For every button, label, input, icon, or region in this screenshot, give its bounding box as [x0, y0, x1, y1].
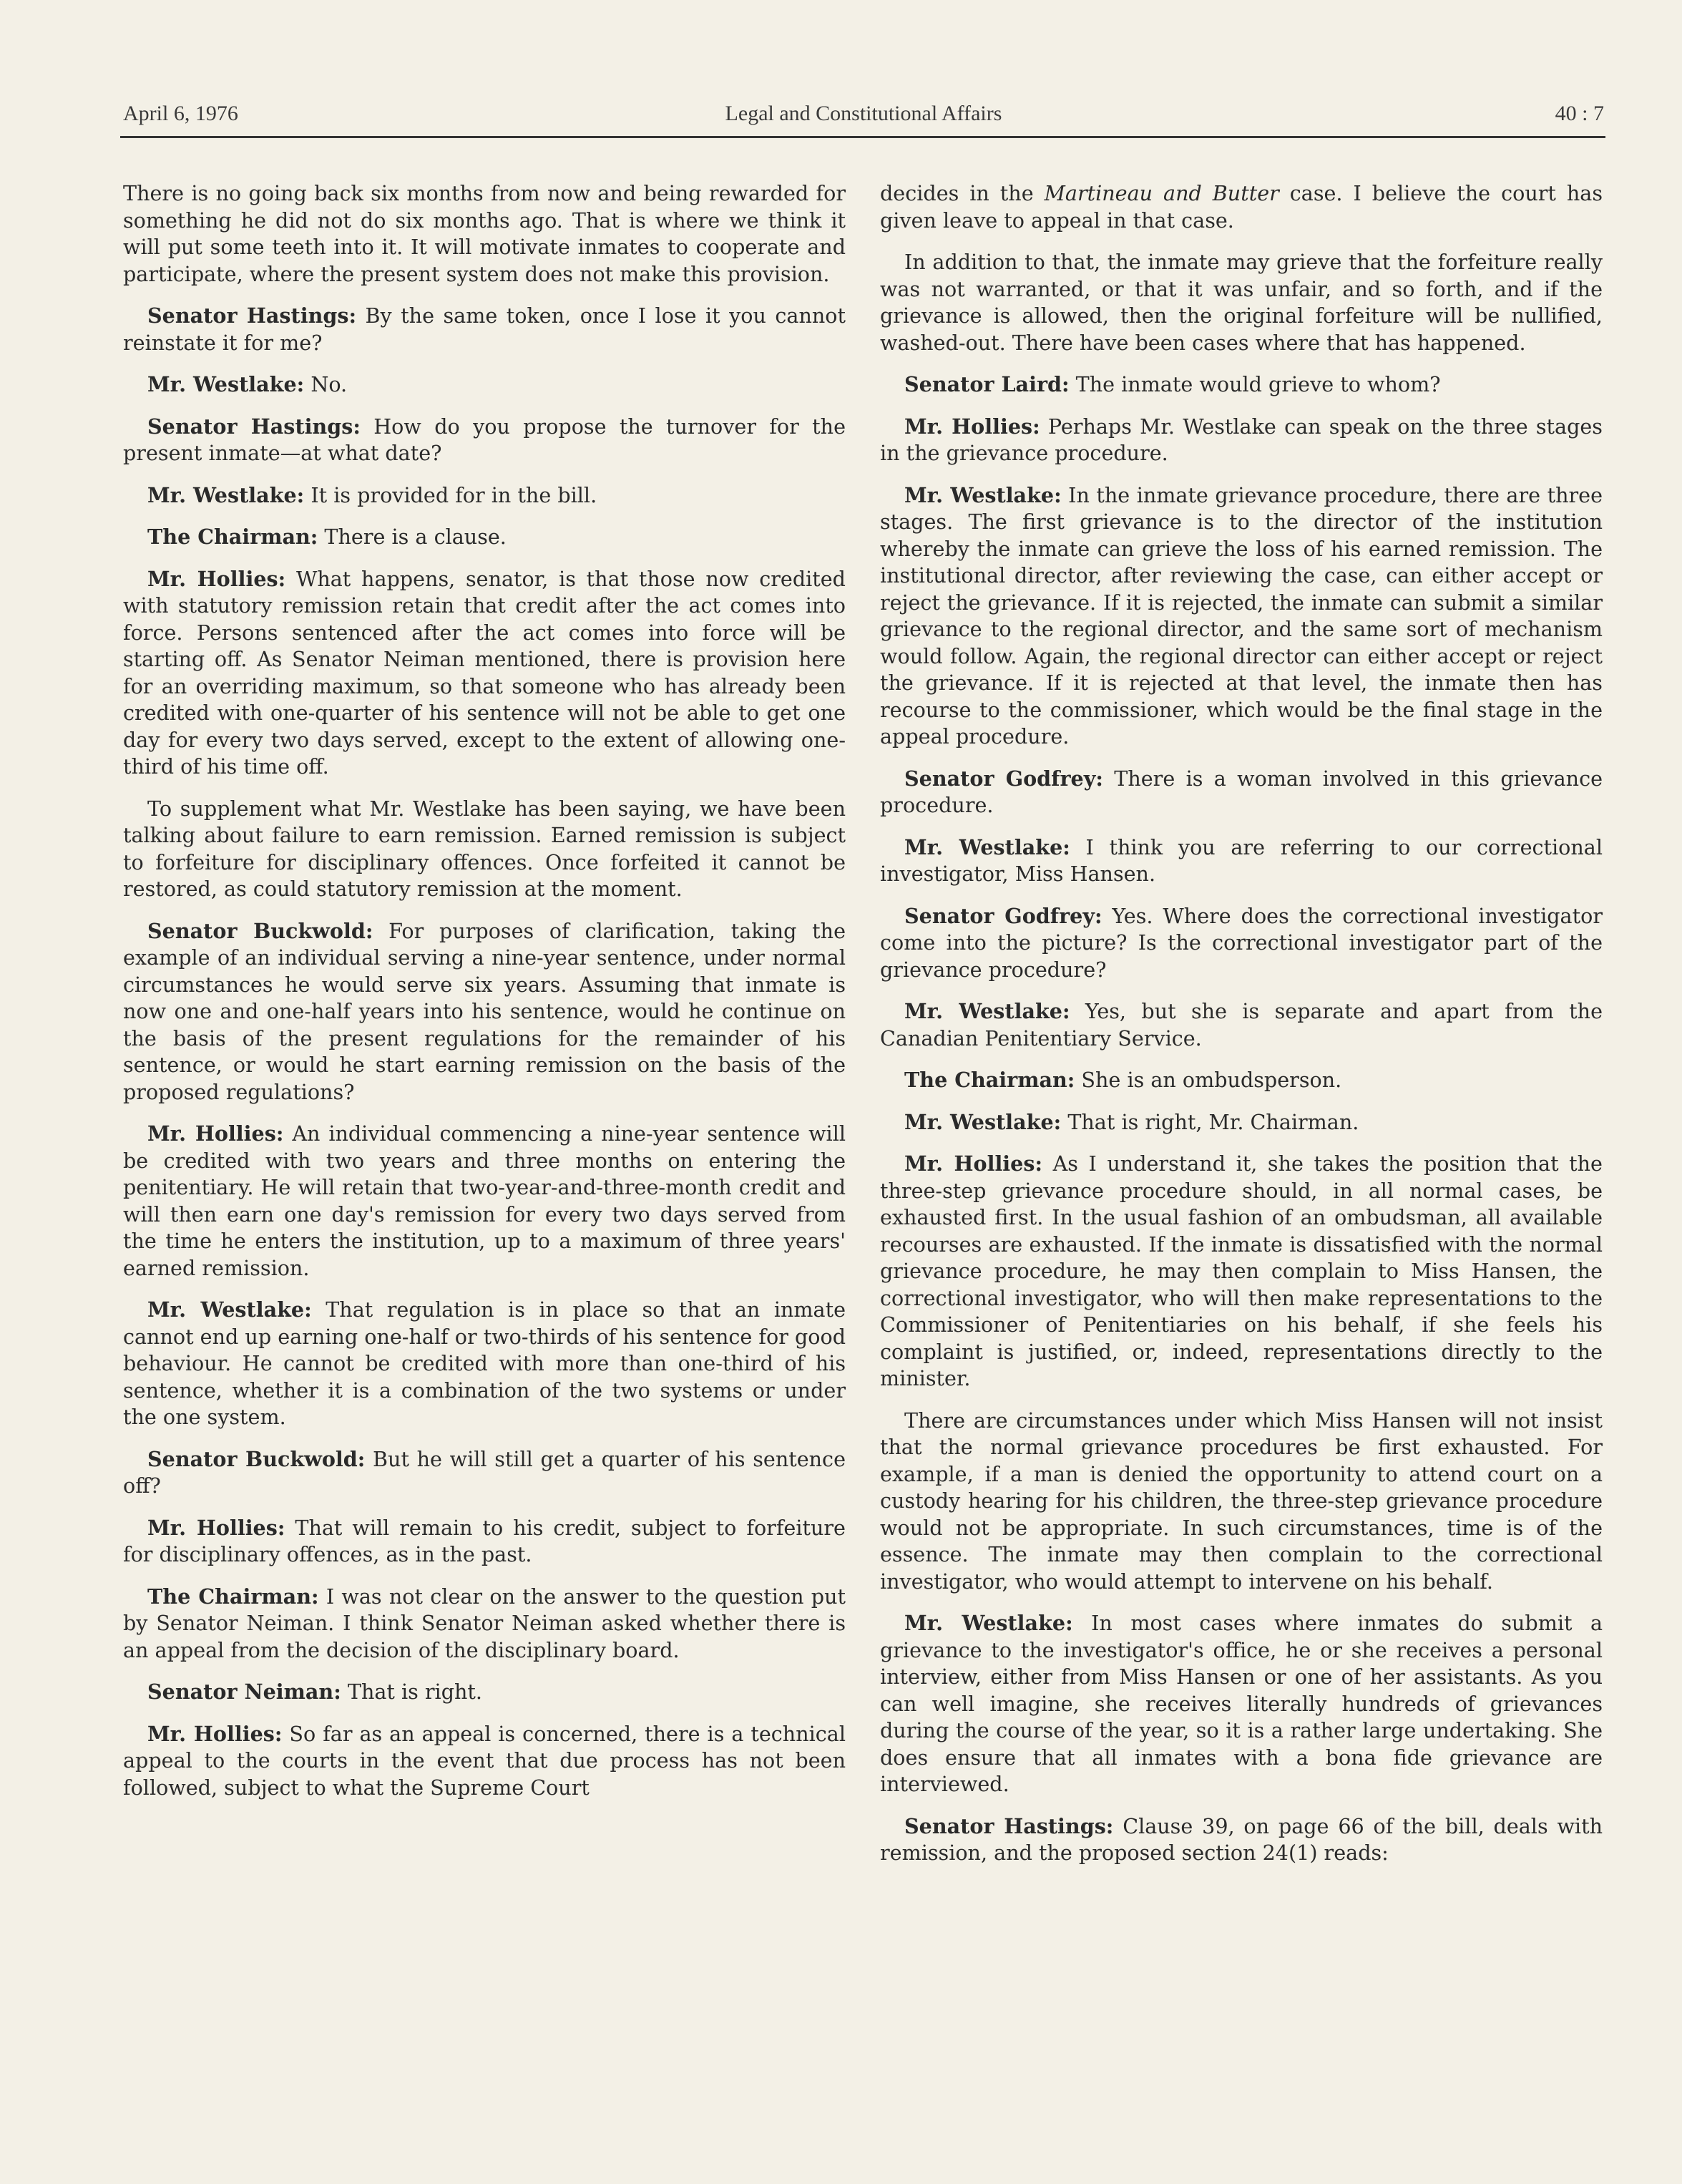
- paragraph-text: The inmate would grieve to whom?: [1069, 372, 1441, 396]
- speaker-paragraph: [123, 414, 846, 467]
- speaker-name: Mr. Westlake:: [147, 482, 305, 507]
- speaker-name: Mr. Hollies:: [147, 566, 286, 591]
- right-column: [880, 180, 1603, 1882]
- paragraph-text: But he will still get a quarter of his sentence off?: [123, 1446, 846, 1498]
- speaker-paragraph: [123, 1297, 846, 1431]
- paragraph-text: So far as an appeal is concerned, there is a technical appeal to the courts in the event that due process has not been followed, subject to what the Supreme Court: [123, 1721, 846, 1800]
- speaker-name: The Chairman:: [904, 1068, 1075, 1092]
- paragraph-text: That is right.: [341, 1680, 483, 1704]
- speaker-name: Senator Buckwold:: [147, 1446, 366, 1471]
- paragraph-text: Yes. Where does the correctional investigator come into the picture? Is the correctional investigator part of the grievance procedure?: [880, 903, 1603, 982]
- speaker-paragraph: [123, 1515, 846, 1569]
- speaker-paragraph: [123, 1121, 846, 1282]
- speaker-paragraph: [123, 566, 846, 781]
- speaker-paragraph: [880, 1610, 1603, 1798]
- paragraph-text: Perhaps Mr. Westlake can speak on the three stages in the grievance procedure.: [880, 414, 1603, 465]
- header-rule: [120, 136, 1605, 138]
- speaker-name: Senator Neiman:: [147, 1680, 341, 1704]
- left-column: [123, 180, 846, 1816]
- paragraph-text: Yes, but she is separate and apart from the Canadian Penitentiary Service.: [880, 999, 1603, 1050]
- paragraph: [123, 796, 846, 903]
- paragraph-text: In addition to that, the inmate may grieve that the forfeiture really was not warranted, or that it was unfair, and so forth, and if the grievance is allowed, then the original forfeiture will be nullified, washed-out. There have been cases where that has happened.: [880, 250, 1603, 355]
- paragraph-text: That regulation is in place so that an inmate cannot end up earning one-half or two-thirds of his sentence for good behaviour. He cannot be credited with more than one-third of his sentence, whether it is a combination of the two systems or under the one system.: [123, 1297, 846, 1429]
- speaker-paragraph: [880, 903, 1603, 984]
- speaker-name: Mr. Westlake:: [904, 999, 1070, 1023]
- speaker-paragraph: [123, 1446, 846, 1500]
- speaker-paragraph: [880, 1067, 1603, 1094]
- speaker-paragraph: [123, 371, 846, 399]
- paragraph: [880, 180, 1603, 234]
- paragraph-text: By the same token, once I lose it you cannot reinstate it for me?: [123, 303, 846, 355]
- paragraph-text: There are circumstances under which Miss Hansen will not insist that the normal grievance procedures be first exhausted. For example, if a man is denied the opportunity to attend court on a custody hearing for his children, the three-step grievance procedure would not be appropriate. In such circumstances, time is of the essence. The inmate may then complain to the correctional investigator, who would attempt to intervene on his behalf.: [880, 1408, 1603, 1594]
- header-title: Legal and Constitutional Affairs: [725, 102, 1002, 125]
- speaker-paragraph: [123, 303, 846, 356]
- speaker-name: Mr. Westlake:: [147, 372, 305, 396]
- page-header: [123, 102, 1604, 136]
- paragraph-text: That will remain to his credit, subject to forfeiture for disciplinary offences, as in the past.: [123, 1515, 846, 1566]
- speaker-name: Senator Laird:: [904, 372, 1070, 396]
- speaker-paragraph: [880, 766, 1603, 819]
- paragraph-text: Clause 39, on page 66 of the bill, deals with remission, and the proposed section 24(1) reads:: [880, 1813, 1603, 1865]
- paragraph-text: For purposes of clarification, taking the example of an individual serving a nine-year sentence, under normal circumstances he would serve six years. Assuming that inmate is now one and one-half years into his sentence, would he continue on the basis of the present regulations for the remainder of his sentence, or would he start earning remission on the basis of the proposed regulations?: [123, 918, 846, 1104]
- speaker-name: Senator Godfrey:: [904, 903, 1102, 928]
- paragraph-text: No.: [304, 372, 348, 396]
- paragraph-text: In most cases where inmates do submit a grievance to the investigator's office, he or she receives a personal interview, either from Miss Hansen or one of her assistants. As you can well imagine, she receives literally hundreds of grievances during the course of the year, so it is a rather large undertaking. She does ensure that all inmates with a bona fide grievance are interviewed.: [880, 1611, 1603, 1796]
- speaker-name: Mr. Hollies:: [147, 1121, 284, 1146]
- case-name: Martineau and Butter: [1044, 181, 1279, 205]
- speaker-name: Mr. Hollies:: [904, 414, 1040, 439]
- speaker-paragraph: [123, 1679, 846, 1706]
- speaker-paragraph: [880, 371, 1603, 399]
- speaker-paragraph: [880, 1813, 1603, 1867]
- speaker-name: Senator Hastings:: [904, 1813, 1114, 1838]
- header-page-number: 40 : 7: [1555, 102, 1604, 125]
- paragraph-text: What happens, senator, is that those now credited with statutory remission retain that credit after the act comes into force. Persons sentenced after the act comes into force will be starting off. As Senator Neiman mentioned, there is provision here for an overriding maximum, so that someone who has already been credited with one-quarter of his sentence will not be able to get one day for every two days served, except to the extent of allowing one-third of his time off.: [123, 566, 846, 779]
- paragraph-text: She is an ombudsperson.: [1075, 1068, 1342, 1092]
- speaker-name: Senator Hastings:: [147, 414, 361, 439]
- speaker-paragraph: [880, 482, 1603, 751]
- speaker-paragraph: [880, 998, 1603, 1052]
- speaker-name: Mr. Westlake:: [904, 482, 1062, 507]
- speaker-paragraph: [123, 1721, 846, 1802]
- speaker-name: Senator Godfrey:: [904, 766, 1103, 791]
- paragraph-text: There is a woman involved in this grievance procedure.: [880, 766, 1603, 817]
- paragraph-text: There is no going back six months from now and being rewarded for something he did not do six months ago. That is where we think it will put some teeth into it. It will motivate inmates to cooperate and participate, where the present system does not make this provision.: [123, 181, 846, 286]
- speaker-name: Mr. Westlake:: [904, 834, 1070, 859]
- paragraph-text: That is right, Mr. Chairman.: [1061, 1109, 1359, 1134]
- header-date: April 6, 1976: [123, 102, 238, 125]
- paragraph-text: How do you propose the turnover for the present inmate—at what date?: [123, 414, 846, 465]
- speaker-name: Mr. Hollies:: [147, 1515, 285, 1540]
- speaker-paragraph: [123, 482, 846, 510]
- speaker-name: Senator Hastings:: [147, 303, 357, 328]
- paragraph-text: As I understand it, she takes the position that the three-step grievance procedure should, in all normal cases, be exhausted first. In the usual fashion of an ombudsman, all available recourses are exhausted. If the inmate is dissatisfied with the normal grievance procedure, he may then complain to Miss Hansen, the correctional investigator, who will then make representations to the Commissioner of Penitentiaries on his behalf, if she feels his complaint is justified, or, indeed, representations directly to the minister.: [880, 1151, 1603, 1390]
- paragraph-text: There is a clause.: [318, 525, 507, 549]
- speaker-name: The Chairman:: [147, 1584, 319, 1609]
- speaker-paragraph: [880, 414, 1603, 467]
- speaker-paragraph: [880, 834, 1603, 888]
- speaker-name: Mr. Westlake:: [147, 1297, 312, 1322]
- speaker-name: Mr. Hollies:: [904, 1151, 1043, 1176]
- paragraph-text: case. I believe the court has given leave to appeal in that case.: [880, 181, 1603, 233]
- paragraph: [123, 180, 846, 288]
- paragraph: [880, 249, 1603, 356]
- paragraph: [880, 1408, 1603, 1596]
- speaker-name: Senator Buckwold:: [147, 918, 373, 943]
- paragraph-text: An individual commencing a nine-year sentence will be credited with two years and three months on entering the penitentiary. He will retain that two-year-and-three-month credit and will then earn one day's remission for every two days served from the time he enters the institution, up to a maximum of three years' earned remission.: [123, 1121, 846, 1280]
- paragraph-text: I think you are referring to our correctional investigator, Miss Hansen.: [880, 834, 1603, 886]
- speaker-paragraph: [123, 524, 846, 551]
- paragraph-text: I was not clear on the answer to the question put by Senator Neiman. I think Senator Neiman asked whether there is an appeal from the decision of the disciplinary board.: [123, 1584, 846, 1662]
- speaker-name: Mr. Hollies:: [147, 1721, 283, 1746]
- speaker-name: Mr. Westlake:: [904, 1109, 1062, 1134]
- speaker-name: The Chairman:: [147, 525, 318, 549]
- speaker-name: Mr. Westlake:: [904, 1611, 1073, 1635]
- speaker-paragraph: [123, 918, 846, 1106]
- paragraph-text: In the inmate grievance procedure, there are three stages. The first grievance is to the director of the institution whereby the inmate can grieve the loss of his earned remission. The institutional director, after reviewing the case, can either accept or reject the grievance. If it is rejected, the inmate can submit a similar grievance to the regional director, and the same sort of mechanism would follow. Again, the regional director can either accept or reject the grievance. If it is rejected at that level, the inmate then has recourse to the commissioner, which would be the final stage in the appeal procedure.: [880, 482, 1603, 749]
- paragraph-text: decides in the: [880, 181, 1045, 205]
- paragraph-text: To supplement what Mr. Westlake has been saying, we have been talking about failure to earn remission. Earned remission is subject to forfeiture for disciplinary offences. Once forfeited it cannot be restored, as could statutory remission at the moment.: [123, 796, 846, 901]
- speaker-paragraph: [123, 1584, 846, 1664]
- speaker-paragraph: [880, 1151, 1603, 1393]
- paragraph-text: It is provided for in the bill.: [304, 482, 597, 507]
- speaker-paragraph: [880, 1109, 1603, 1136]
